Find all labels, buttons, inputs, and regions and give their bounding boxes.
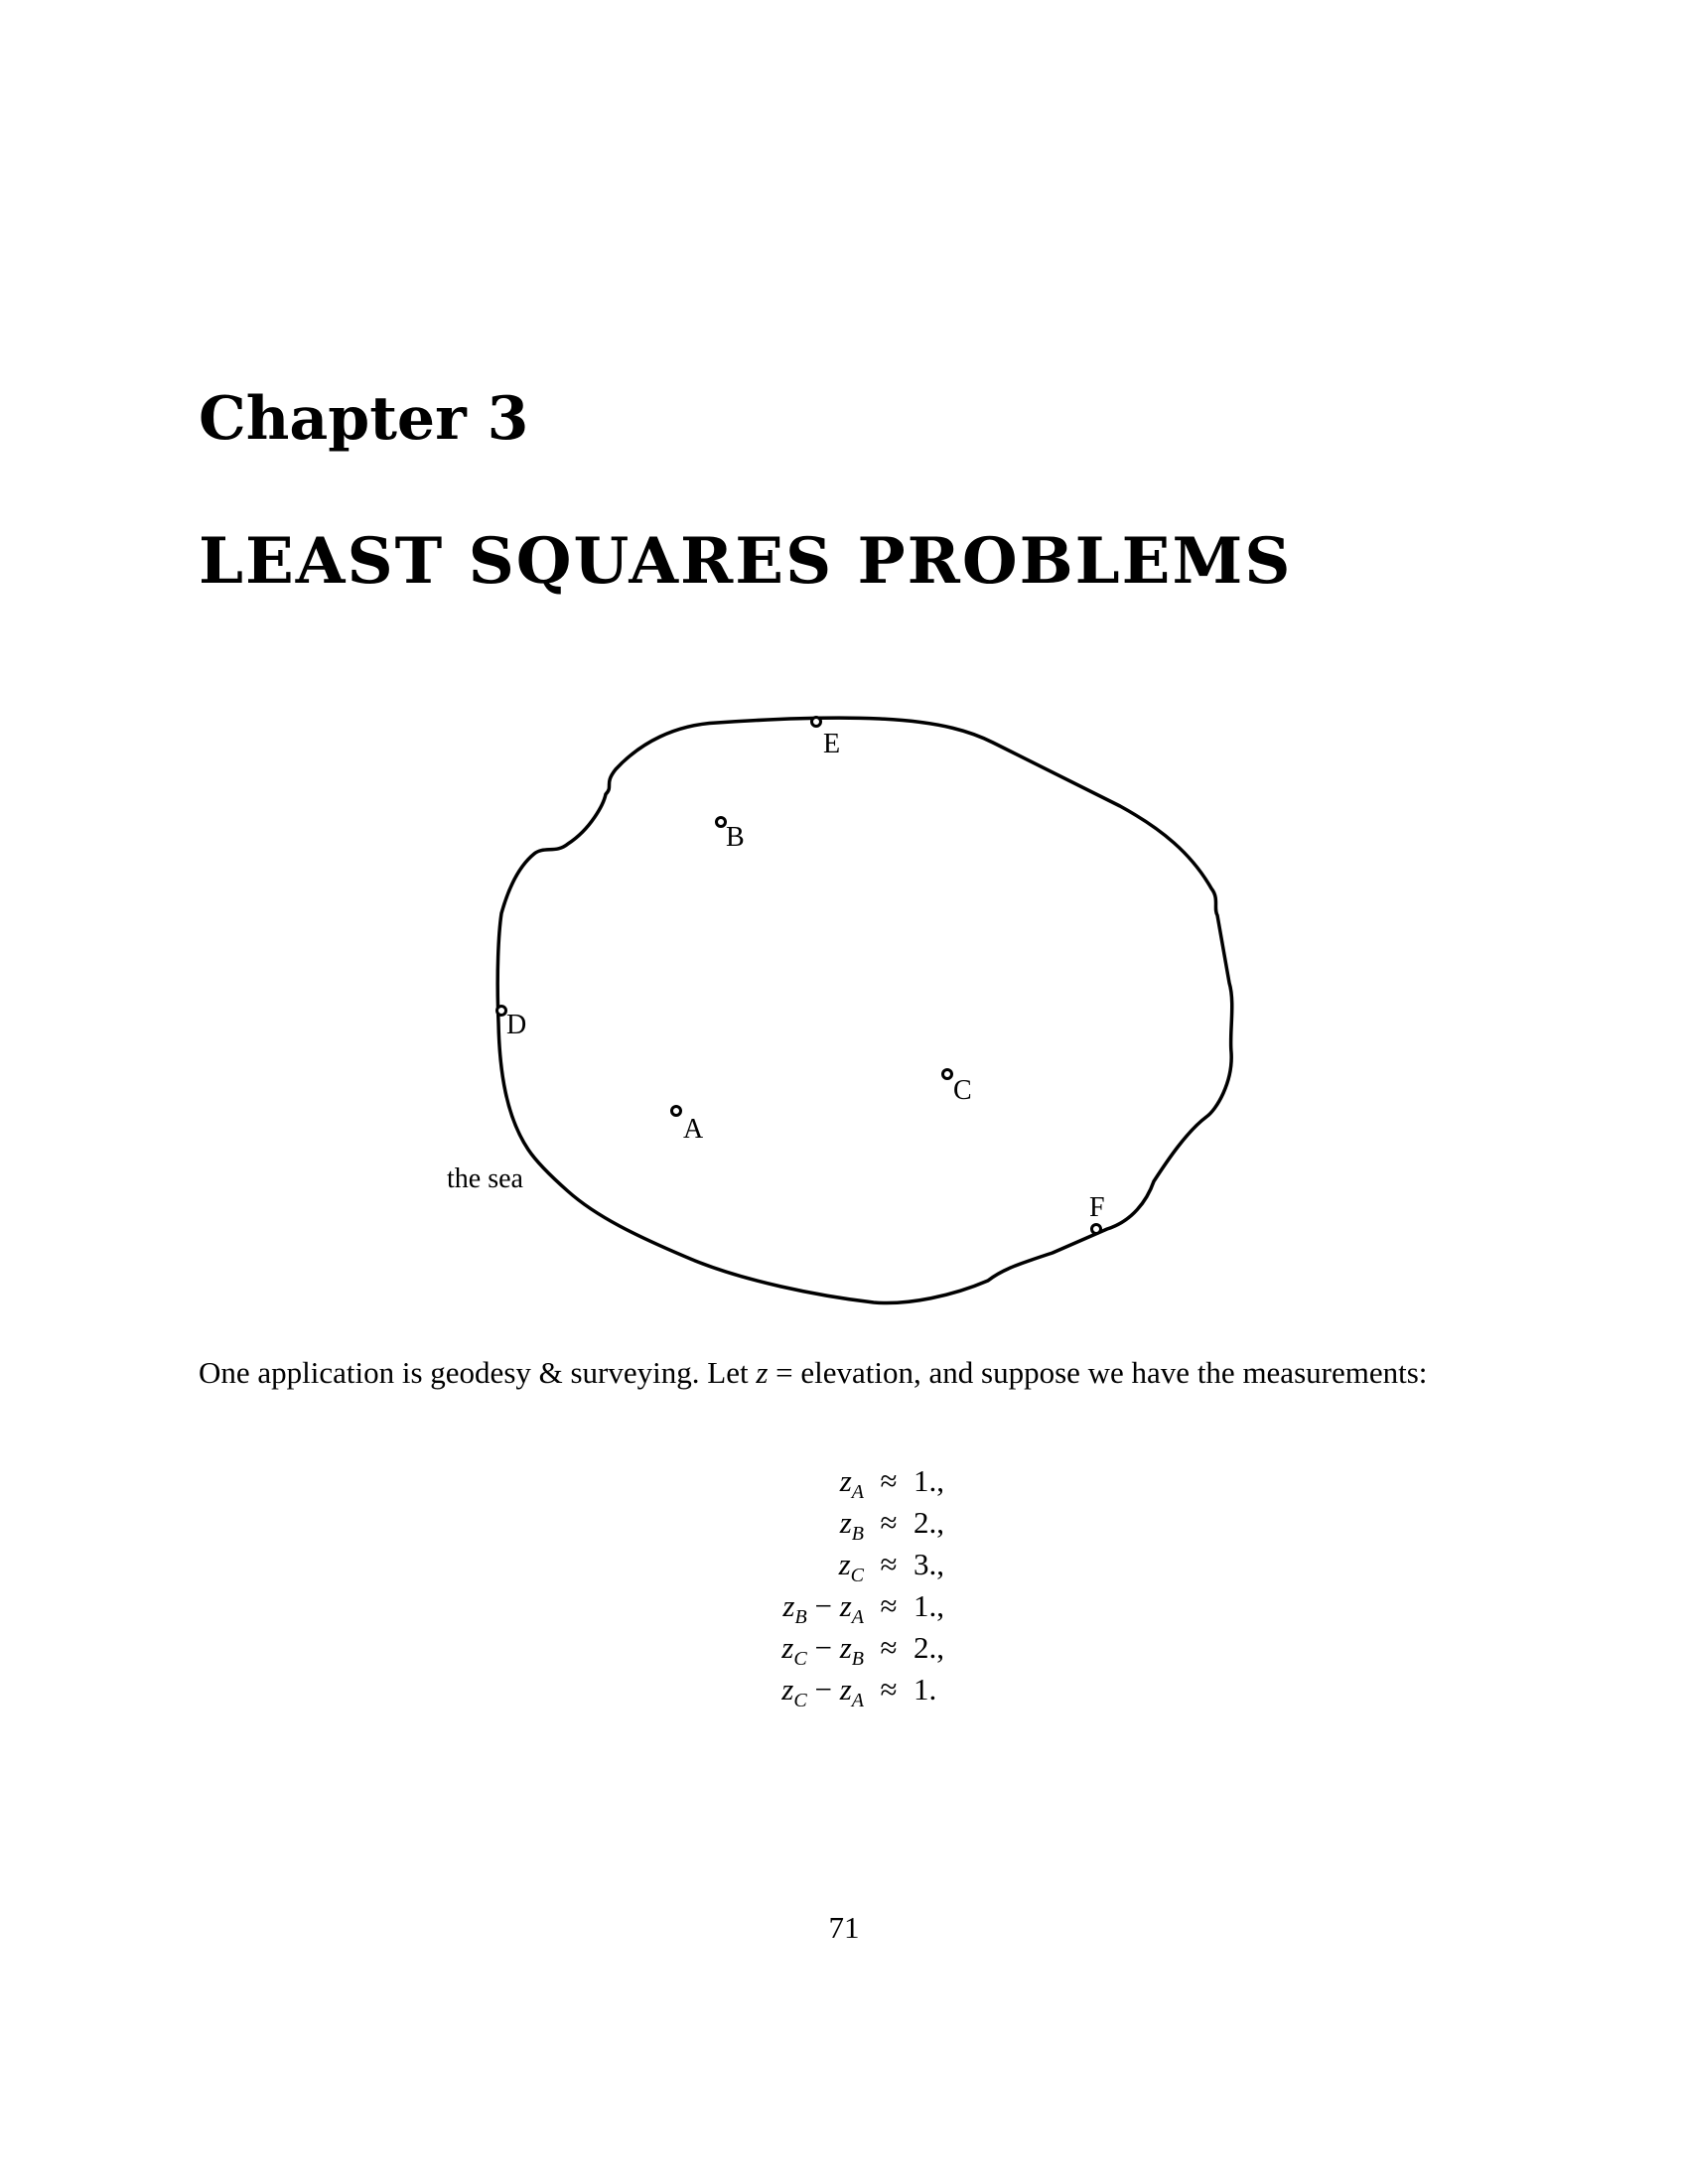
eq-var: z — [839, 1505, 852, 1540]
point-D-label: D — [506, 1010, 527, 1040]
chapter-title: LEAST SQUARES PROBLEMS — [199, 524, 1293, 599]
eq-subscript: B — [794, 1606, 807, 1629]
point-C-marker — [943, 1070, 952, 1079]
equation-relation: ≈ — [880, 1630, 898, 1665]
equation-lhs — [695, 1588, 864, 1629]
eq-operator: − — [806, 1672, 840, 1706]
eq-operator: − — [806, 1630, 840, 1665]
eq-var: z — [782, 1588, 795, 1623]
eq-var: z — [838, 1547, 851, 1581]
eq-subscript: A — [851, 1690, 864, 1712]
chapter-label: Chapter 3 — [199, 384, 529, 454]
equation-row — [695, 1463, 1013, 1505]
eq-var: z — [839, 1588, 852, 1623]
point-A — [672, 1107, 705, 1146]
island-outline — [497, 718, 1232, 1302]
equation-rhs: 2., — [914, 1630, 944, 1665]
eq-var: z — [839, 1463, 852, 1498]
paragraph-text-before: One application is geodesy & surveying. Let — [199, 1355, 757, 1390]
eq-subscript: A — [851, 1481, 864, 1504]
eq-subscript: C — [850, 1565, 864, 1587]
point-B-marker — [717, 818, 726, 827]
point-F-label: F — [1089, 1192, 1105, 1223]
equation-row — [695, 1547, 1013, 1588]
point-D-marker — [497, 1007, 506, 1016]
eq-subscript: C — [793, 1648, 807, 1671]
paragraph-text-after: = elevation, and suppose we have the measurements: — [768, 1355, 1428, 1390]
equation-lhs — [695, 1505, 864, 1546]
measurement-equations — [695, 1463, 1013, 1713]
sea-label: the sea — [447, 1163, 523, 1194]
eq-subscript: B — [851, 1648, 864, 1671]
point-A-marker — [672, 1107, 681, 1116]
equation-lhs — [695, 1463, 864, 1504]
point-C — [943, 1070, 972, 1107]
point-A-label: A — [683, 1114, 704, 1145]
equation-lhs — [695, 1547, 864, 1587]
eq-var: z — [839, 1672, 852, 1706]
point-B-label: B — [726, 822, 745, 853]
point-C-label: C — [953, 1075, 972, 1106]
equation-rhs: 3., — [914, 1547, 944, 1581]
equation-rhs: 1., — [914, 1463, 944, 1498]
equation-rhs: 2., — [914, 1505, 944, 1540]
equation-relation: ≈ — [880, 1672, 898, 1706]
intro-paragraph — [199, 1352, 1489, 1394]
eq-var: z — [781, 1630, 794, 1665]
equation-relation: ≈ — [880, 1463, 898, 1498]
equation-rhs: 1. — [914, 1672, 937, 1706]
equation-row — [695, 1672, 1013, 1713]
equation-relation: ≈ — [880, 1547, 898, 1581]
point-B — [717, 818, 745, 854]
eq-operator: − — [806, 1588, 840, 1623]
equation-lhs — [695, 1672, 864, 1712]
equation-row — [695, 1588, 1013, 1630]
equation-row — [695, 1630, 1013, 1672]
point-E — [812, 718, 841, 760]
paragraph-variable: z — [756, 1355, 769, 1390]
equation-relation: ≈ — [880, 1505, 898, 1540]
equation-rhs: 1., — [914, 1588, 944, 1623]
equation-row — [695, 1505, 1013, 1547]
eq-subscript: C — [793, 1690, 807, 1712]
point-F — [1089, 1192, 1105, 1234]
equation-lhs — [695, 1630, 864, 1671]
point-F-marker — [1092, 1225, 1101, 1234]
point-D — [497, 1007, 527, 1041]
eq-subscript: A — [851, 1606, 864, 1629]
eq-var: z — [781, 1672, 794, 1706]
eq-subscript: B — [851, 1523, 864, 1546]
point-E-label: E — [823, 729, 841, 759]
equation-relation: ≈ — [880, 1588, 898, 1623]
point-E-marker — [812, 718, 821, 727]
page-number: 71 — [828, 1910, 860, 1945]
eq-var: z — [839, 1630, 852, 1665]
